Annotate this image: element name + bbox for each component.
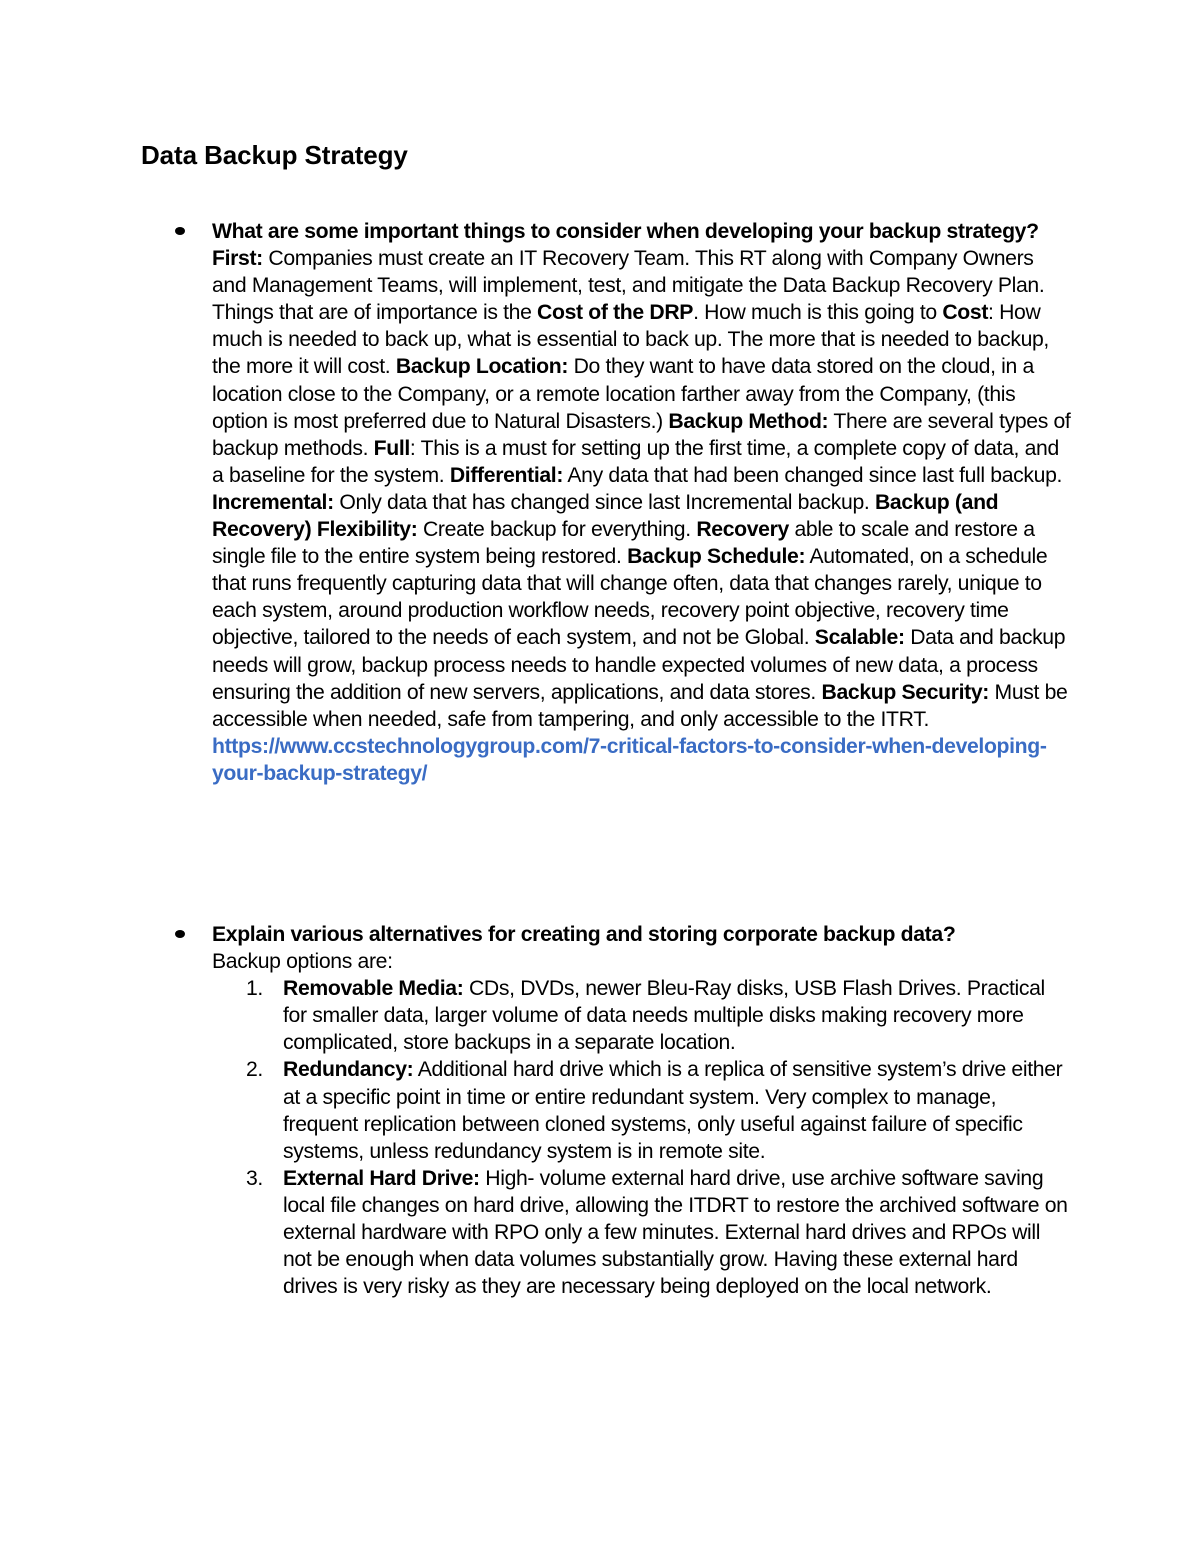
- full-text: : This is a must for setting up the first time, a complete copy of data, and a baseline for the system.: [212, 436, 1059, 487]
- bullet-icon: [175, 930, 185, 938]
- scalable-text: Data and backup needs will grow, backup process needs to handle expected volumes of new data, a process ensuring the addition of new servers, applications, and data stores.: [212, 626, 1066, 704]
- section-answer: [212, 247, 1070, 731]
- recovery-text: able to scale and restore a single file to the entire system being restored.: [212, 518, 1035, 569]
- cost-label: Cost: [942, 301, 989, 325]
- list-item: [212, 1056, 1072, 1164]
- backup-schedule-label: Backup Schedule:: [627, 545, 806, 569]
- reference-link[interactable]: https://www.ccstechnologygroup.com/7-critical-factors-to-consider-when-developing-your-backup-strategy/: [212, 734, 1047, 785]
- cost-text: : How much is needed to back up, what is essential to back up. The more that is needed to backup, the more it will cost.: [212, 301, 1049, 379]
- incremental-text: Only data that has changed since last Incremental backup.: [333, 490, 875, 514]
- list-item-text: CDs, DVDs, newer Bleu-Ray disks, USB Flash Drives. Practical for smaller data, larger volume of data needs multiple disks making recovery more complicated, store backups in a separate location.: [283, 977, 1045, 1055]
- list-item: [212, 1165, 1072, 1300]
- list-item-label: Removable Media:: [283, 977, 464, 1001]
- backup-method-text: There are several types of backup methods.: [212, 409, 1071, 460]
- list-item-label: Redundancy:: [283, 1058, 414, 1082]
- list-item-label: External Hard Drive:: [283, 1166, 480, 1190]
- bullet-section-backup-alternatives: [212, 921, 1072, 1300]
- cost-drp-label: Cost of the DRP: [537, 301, 694, 325]
- list-item-text: Additional hard drive which is a replica of sensitive system’s drive either at a specific point in time or entire redundant system. Very complex to manage, frequent replication between cloned systems, only useful against failure of specific systems, unless redundancy system is in remote site.: [283, 1058, 1063, 1163]
- list-item-number: 1.: [246, 977, 263, 1001]
- differential-label: Differential:: [449, 463, 564, 487]
- flexibility-text: Create backup for everything.: [417, 518, 697, 542]
- differential-text: Any data that had been changed since last full backup.: [563, 463, 1063, 487]
- list-item-number: 2.: [246, 1058, 263, 1082]
- bullet-section-backup-considerations: [212, 218, 1072, 787]
- bullet-icon: [175, 227, 185, 235]
- section-intro: Backup options are:: [212, 950, 393, 974]
- full-label: Full: [373, 436, 410, 460]
- backup-location-text: Do they want to have data stored on the cloud, in a location close to the Company, or a remote location farther away from the Company, (this option is most preferred due to Natural Disasters.): [212, 355, 1034, 433]
- backup-schedule-text: Automated, on a schedule that runs frequently capturing data that will change often, data that changes rarely, unique to each system, around production workflow needs, recovery point objective, recovery time objective, tailored to the needs of each system, and not be Global.: [212, 545, 1048, 650]
- document-title: Data Backup Strategy: [141, 140, 408, 170]
- first-label: First:: [212, 247, 263, 271]
- list-item-number: 3.: [246, 1166, 263, 1190]
- cost-drp-text: . How much is this going to: [693, 301, 943, 325]
- scalable-label: Scalable:: [814, 626, 905, 650]
- backup-security-label: Backup Security:: [821, 680, 989, 704]
- flexibility-label: Backup (and Recovery) Flexibility:: [212, 490, 999, 542]
- backup-security-text: Must be accessible when needed, safe from tampering, and only accessible to the ITRT.: [212, 680, 1068, 731]
- incremental-label: Incremental:: [212, 490, 334, 514]
- backup-location-label: Backup Location:: [395, 355, 569, 379]
- backup-method-label: Backup Method:: [668, 409, 829, 433]
- backup-options-list: [212, 975, 1072, 1300]
- list-item: [212, 975, 1072, 1056]
- list-item-text: High- volume external hard drive, use archive software saving local file changes on hard drive, allowing the ITDRT to restore the archived software on external hardware with RPO only a few minutes. External hard drives and RPOs will not be enough when data volumes substantially grow. Having these external hard drives is very risky as they are necessary being deployed on the local network.: [283, 1166, 1068, 1299]
- section-question: What are some important things to consider when developing your backup strategy?: [212, 220, 1039, 243]
- recovery-label: Recovery: [696, 518, 789, 542]
- section-question: Explain various alternatives for creating and storing corporate backup data?: [212, 923, 956, 946]
- first-text: Companies must create an IT Recovery Team. This RT along with Company Owners and Management Teams, will implement, test, and mitigate the Data Backup Recovery Plan. Things that are of importance is the: [212, 247, 1045, 325]
